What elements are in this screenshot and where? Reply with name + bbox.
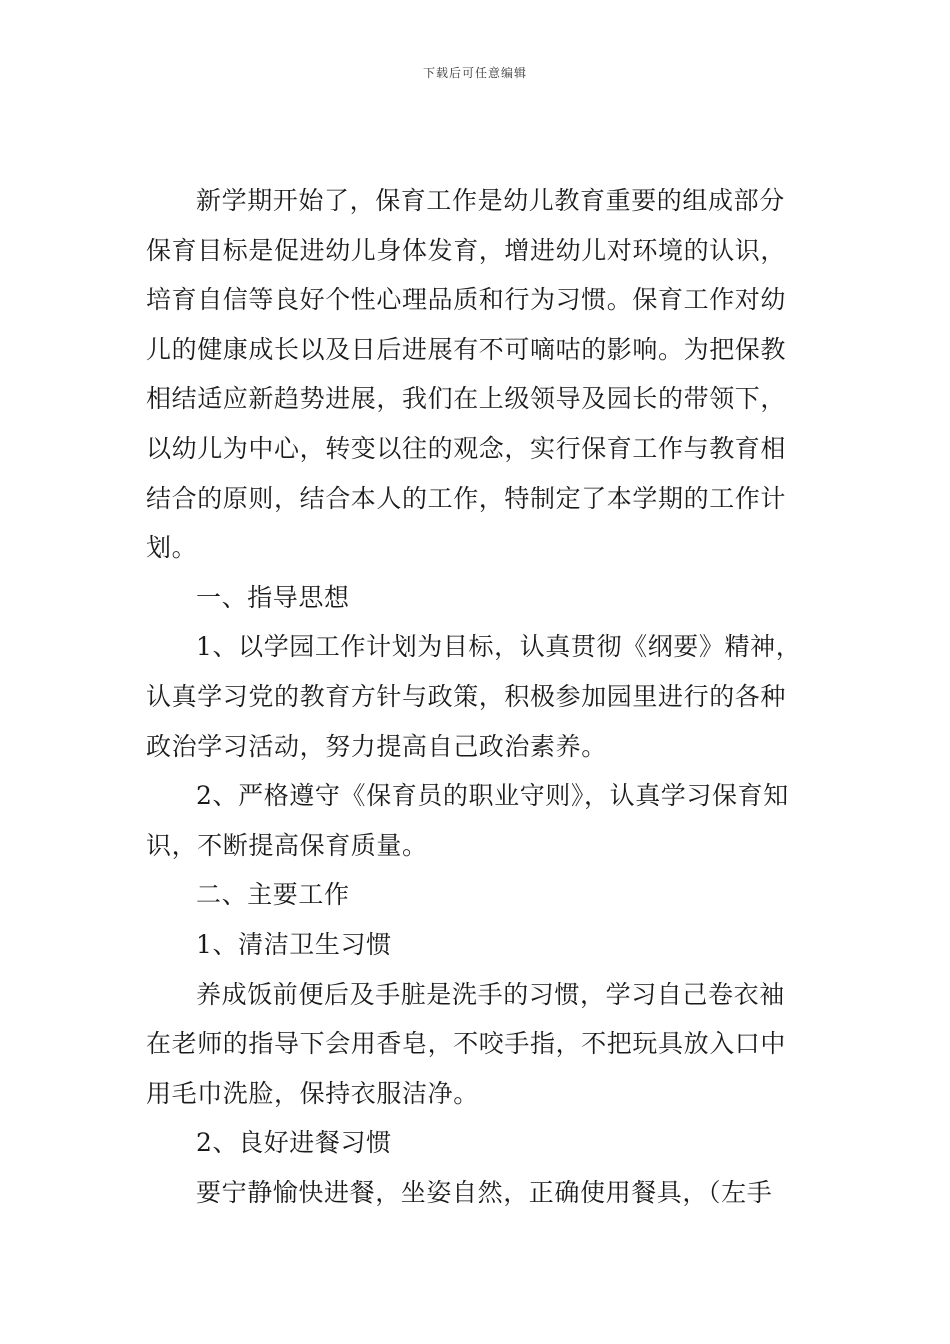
paragraph-line: 相结适应新趋势进展，我们在上级领导及园长的带领下，: [146, 384, 787, 414]
paragraph-line: 儿的健康成长以及日后进展有不可嘀咕的影响。为把保教: [146, 334, 787, 364]
section-heading: 一、指导思想: [196, 582, 350, 612]
paragraph-line: 以幼儿为中心，转变以往的观念，实行保育工作与教育相: [146, 433, 787, 463]
page-header: 下载后可任意编辑: [422, 66, 527, 80]
paragraph-line: 培育自信等良好个性心理品质和行为习惯。保育工作对幼: [146, 285, 787, 315]
paragraph-line: 用毛巾洗脸，保持衣服洁净。: [146, 1078, 479, 1108]
section-heading: 二、主要工作: [196, 880, 350, 910]
paragraph-line: 保育目标是促进幼儿身体发育，增进幼儿对环境的认识，: [146, 235, 787, 265]
paragraph-line: 识，不断提高保育质量。: [146, 830, 428, 860]
paragraph-line: 认真学习党的教育方针与政策，积极参加园里进行的各种: [146, 681, 787, 711]
paragraph-line: 养成饭前便后及手脏是洗手的习惯，学习自己卷衣袖: [196, 979, 785, 1009]
paragraph-line: 1、以学园工作计划为目标，认真贯彻《纲要》精神，: [196, 632, 802, 662]
body-text: [146, 176, 816, 1217]
paragraph-line: 政治学习活动，努力提高自己政治素养。: [146, 731, 607, 761]
paragraph-line: 新学期开始了，保育工作是幼儿教育重要的组成部分: [196, 186, 785, 215]
paragraph-line: 在老师的指导下会用香皂，不咬手指，不把玩具放入口中: [146, 1029, 787, 1059]
subsection-heading: 2、良好进餐习惯: [196, 1128, 392, 1158]
paragraph-line: 结合的原则，结合本人的工作，特制定了本学期的工作计: [146, 483, 787, 513]
paragraph-line: 划。: [146, 533, 198, 563]
paragraph-line: 要宁静愉快进餐，坐姿自然，正确使用餐具，（左手: [196, 1177, 773, 1207]
subsection-heading: 1、清洁卫生习惯: [196, 929, 392, 959]
paragraph-line: 2、严格遵守《保育员的职业守则》，认真学习保育知: [196, 781, 789, 811]
